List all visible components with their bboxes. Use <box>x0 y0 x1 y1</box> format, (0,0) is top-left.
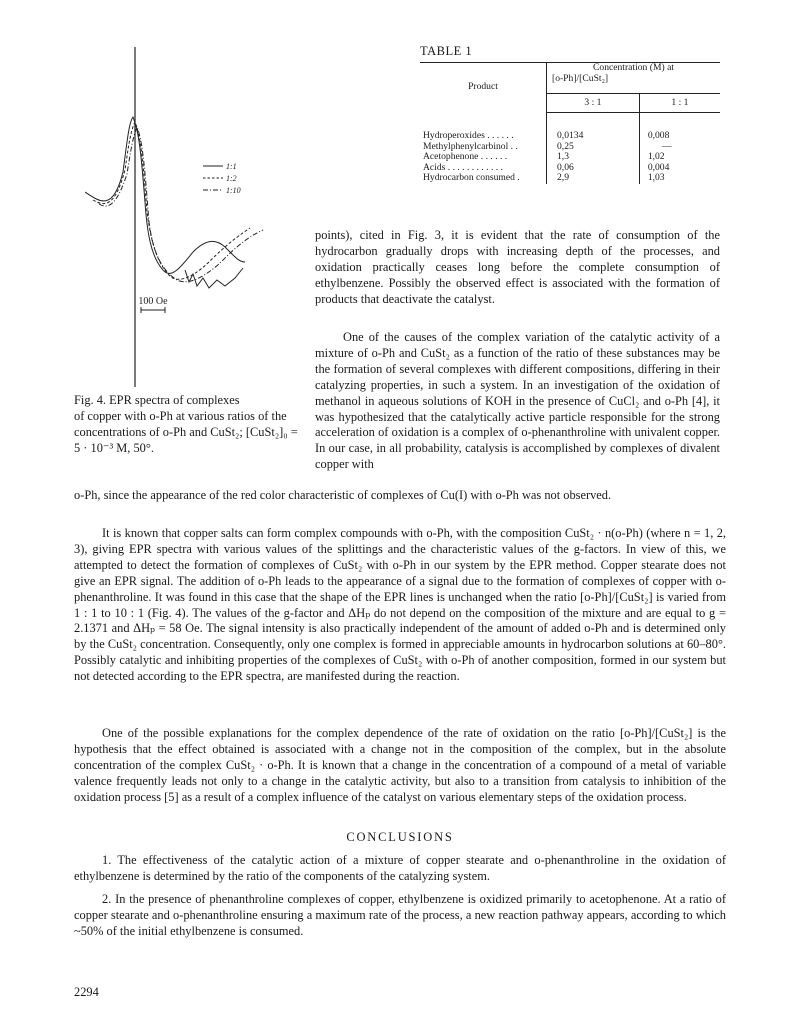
legend-label-1-2: 1:2 <box>226 174 237 183</box>
conclusions-heading: CONCLUSIONS <box>346 830 454 844</box>
figure-caption: Fig. 4. EPR spectra of complexes of copper with o-Ph at various ratios of the concentrations of o-Ph and CuSt₂; [CuSt₂]₀ = 5 · 10⁻³ M, 50°. <box>74 393 298 455</box>
conclusion-1: 1. The effectiveness of the catalytic action of a mixture of copper stearate and o-phenanthroline in the oxidation of ethylbenzene is determined by the ratio of the components of the catalyzing system. <box>74 853 726 883</box>
conclusion-2: 2. In the presence of phenanthroline complexes of copper, ethylbenzene is oxidized primarily to acetophenone. At a ratio of copper stearate and o-phenanthroline ensuring a maximum rate of the process, a new reaction pathway appears, according to which ~50% of the initial ethylbenzene is consumed. <box>74 892 726 938</box>
paragraph-2-right: One of the causes of the complex variation of the catalytic activity of a mixture of o-Ph and CuSt₂ as a function of the ratio of these substances may be the formation of several complexes with different compositions, differing in their catalyzing properties, in such a system. In an investigation of the oxidation of methanol in aqueous solutions of KOH in the presence of CuCl₂ and o-Ph [4], it was hypothesized that the catalytically active particle responsible for the strong acceleration of oxidation is a complex of o-phenanthroline with univalent copper. In our case, in all probability, catalysis is accomplished by complexes of divalent copper with <box>315 330 720 472</box>
table-1 <box>420 62 720 184</box>
spectrum-lower-trace <box>185 268 243 288</box>
spectrum-1-1 <box>85 117 245 274</box>
legend-label-1-1: 1:1 <box>226 162 237 171</box>
table-row: Hydroperoxides . . . . . . 0,0134 0,008 <box>420 131 720 142</box>
paragraph-1: points), cited in Fig. 3, it is evident that the rate of consumption of the hydrocarbon gradually drops with increasing depth of the processes, and oxidation practically ceases long before the complete consumption of ethylbenzene. Possibly the observed effect is associated with the formation of products that deactivate the catalyst. <box>315 228 720 306</box>
table-header-product: Product <box>420 63 547 113</box>
spectrum-1-2 <box>93 122 250 279</box>
paragraph-4: One of the possible explanations for the complex dependence of the rate of oxidation on the ratio [o-Ph]/[CuSt₂] is the hypothesis that the effect obtained is associated with a change not in the composition of the complex, but in the absolute concentration of the complex CuSt₂ · o-Ph. It is known that a change in the concentration of a compound of a metal of variable valence frequently leads not only to a change in the catalytic activity, but also to a transition from catalysis to inhibition of the oxidation process [5] as a result of a complex influence of the catalyst on various elementary steps of the oxidation process. <box>74 726 726 804</box>
epr-spectra-figure <box>85 42 285 387</box>
legend-label-1-10: 1:10 <box>226 186 241 195</box>
paragraph-3: It is known that copper salts can form complex compounds with o-Ph, with the composition CuSt₂ · n(o-Ph) (where n = 1, 2, 3), giving EPR spectra with various values of the splittings and the characteristic values of the g-factors. In view of this, we attempted to detect the formation of complexes of CuSt₂ with o-Ph in our system by the EPR method. Copper stearate does not give an EPR signal. The addition of o-Ph leads to the appearance of a signal due to the formation of complexes of copper with o-phenanthroline. It was found in this case that the shape of the EPR lines is unchanged when the ratio [o-Ph]/[CuSt₂] is varied from 1 : 1 to 10 : 1 (Fig. 4). The values of the g-factor and ΔHₚ do not depend on the composition of the mixture and are equal to g = 2.1371 and ΔHₚ = 58 Oe. The signal intensity is also practically independent of the amount of added o-Ph and is determined only by the CuSt₂ concentration. Consequently, only one complex is formed in appreciable amounts in hydrocarbon solutions at 60–80°. Possibly catalytic and inhibiting properties of the complexes of CuSt₂ with o-Ph of another composition, formed in our system but not detected according to the EPR spectra, are manifested during the reaction. <box>74 526 726 684</box>
page-number: 2294 <box>74 985 99 999</box>
table-title: TABLE 1 <box>420 44 473 58</box>
table-row: Acids . . . . . . . . . . . . 0,06 0,004 <box>420 163 720 174</box>
table-header-ratio-a: 3 : 1 <box>547 94 640 113</box>
scale-label: 100 Oe <box>138 296 168 307</box>
spectrum-1-10 <box>99 127 263 282</box>
table-header-ratio-b: 1 : 1 <box>639 94 720 113</box>
table-header-concentration: Concentration (M) at [o-Ph]/[CuSt₂] <box>547 63 721 94</box>
table-row: Acetophenone . . . . . . 1,3 1,02 <box>420 152 720 163</box>
paragraph-2-continued: o-Ph, since the appearance of the red color characteristic of complexes of Cu(I) with o-Ph was not observed. <box>74 488 612 502</box>
table-row: Methylphenylcarbinol . . 0,25 — <box>420 142 720 153</box>
table-row: Hydrocarbon consumed . 2,9 1,03 <box>420 173 720 184</box>
